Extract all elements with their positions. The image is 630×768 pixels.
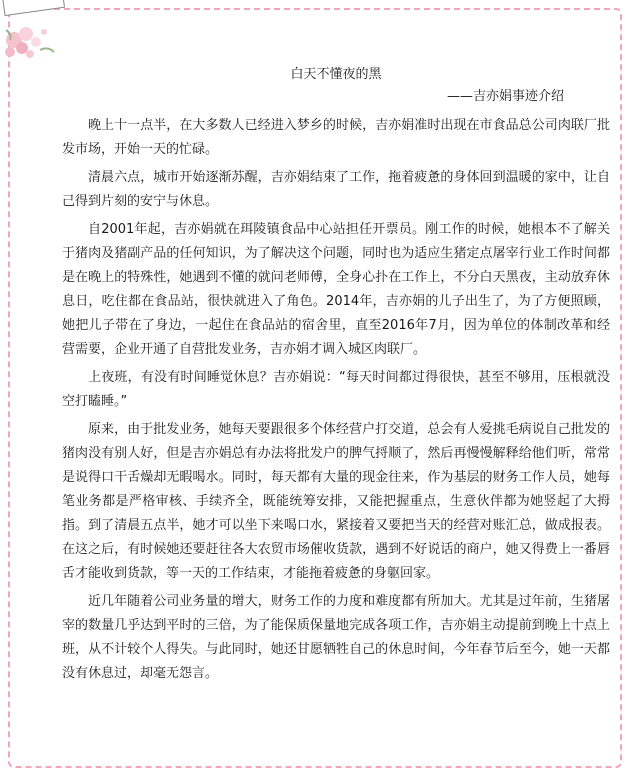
paragraph: 清晨六点，城市开始逐渐苏醒，吉亦娟结束了工作，拖着疲惫的身体回到温暖的家中，让自己得到片刻的安宁与休息。 bbox=[62, 170, 610, 209]
flower-bouquet-icon bbox=[0, 0, 80, 64]
paragraph: 近几年随着公司业务量的增大，财务工作的力度和难度都有所加大。尤其是过年前，生猪屠宰的数量几乎达到平时的三倍，为了能保质保量地完成各项工作，吉亦娟主动提前到晚上十点上班，从不计较个人得失。与此同时，她还甘愿牺牲自己的休息时间，今年春节后至今，她一天都没有休息过，却毫无怨言。 bbox=[62, 594, 610, 681]
paragraph: 上夜班，有没有时间睡觉休息？吉亦娟说：“每天时间都过得很快，甚至不够用，压根就没空打瞌睡。” bbox=[62, 370, 610, 409]
paragraph: 原来，由于批发业务，她每天要跟很多个体经营户打交道，总会有人爱挑毛病说自己批发的猪肉没有别人好，但是吉亦娟总有办法将批发户的脾气捋顺了，然后再慢慢解释给他们听，常常是说得口干舌燥却无暇喝水。同时，每天都有大量的现金往来，作为基层的财务工作人员，她每笔业务都是严格审核、手续齐全，既能统筹安排，又能把握重点，生意伙伴都为她竖起了大拇指。到了清晨五点半，她才可以坐下来喝口水，紧接着又要把当天的经营对账汇总，做成报表。在这之后，有时候她还要赶往各大农贸市场催收货款，遇到不好说话的商户，她又得费上一番唇舌才能收到货款，等一天的工作结束，才能拖着疲惫的身躯回家。 bbox=[62, 422, 610, 581]
paragraph: 晚上十一点半，在大多数人已经进入梦乡的时候，吉亦娟准时出现在市食品总公司肉联厂批发市场，开始一天的忙碌。 bbox=[62, 118, 610, 157]
paragraph: 自2001年起，吉亦娟就在珥陵镇食品中心站担任开票员。刚工作的时候，她根本不了解关于猪肉及猪副产品的任何知识，为了解决这个问题，同时也为适应生猪定点屠宰行业工作时间都是在晚上的特殊性，她遇到不懂的就问老师傅，全身心扑在工作上，不分白天黑夜，主动放弃休息日，吃住都在食品站，很快就进入了角色。2014年，吉亦娟的儿子出生了，为了方便照顾，她把儿子带在了身边，一起住在食品站的宿舍里，直至2016年7月，因为单位的体制改革和经营需要，企业开通了自营批发业务，吉亦娟才调入城区肉联厂。 bbox=[62, 222, 610, 357]
article-subtitle: ——吉亦娟事迹介绍 bbox=[446, 89, 564, 104]
article bbox=[62, 64, 610, 690]
article-title: 白天不懂夜的黑 bbox=[290, 67, 382, 82]
